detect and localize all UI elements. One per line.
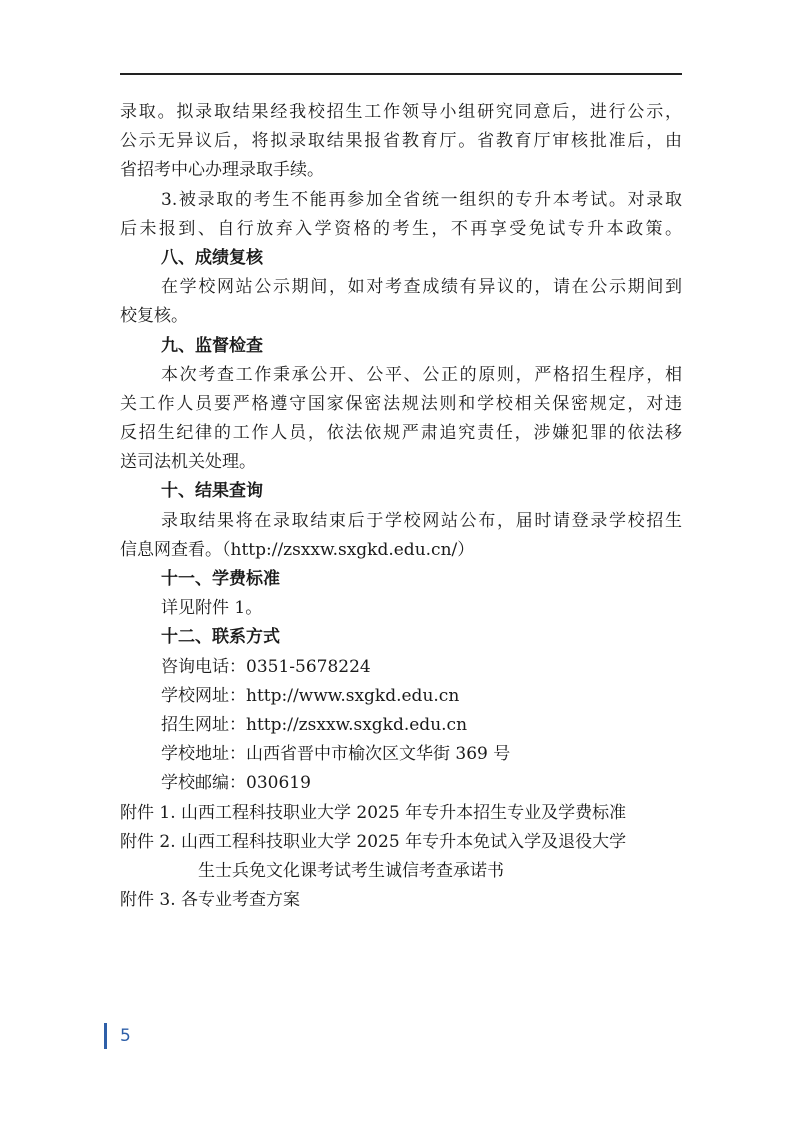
section-heading-supervision: 九、监督检查 (161, 335, 263, 356)
contact-phone: 咨询电话：0351-5678224 (161, 656, 371, 677)
page-number: 5 (120, 1026, 131, 1046)
paragraph-line: 在学校网站公示期间，如对考查成绩有异议的，请在公示期间到 (161, 277, 682, 298)
header-rule (120, 73, 682, 75)
paragraph-line: 公示无异议后，将拟录取结果报省教育厅。省教育厅审核批准后，由 (120, 131, 682, 152)
contact-address: 学校地址：山西省晋中市榆次区文华街 369 号 (161, 744, 511, 765)
contact-postcode: 学校邮编：030619 (161, 773, 311, 794)
paragraph-line: 详见附件 1。 (161, 598, 263, 619)
paragraph-line: 校复核。 (120, 306, 188, 327)
paragraph-line: 反招生纪律的工作人员，依法依规严肃追究责任，涉嫌犯罪的依法移 (120, 423, 682, 444)
section-heading-results-query: 十、结果查询 (161, 481, 263, 502)
section-heading-contact: 十二、联系方式 (161, 627, 280, 648)
attachment-3: 附件 3. 各专业考查方案 (120, 890, 301, 911)
page-number-accent-bar (104, 1023, 107, 1049)
paragraph-line: 信息网查看。（http://zsxxw.sxgkd.edu.cn/） (120, 539, 475, 560)
document-body (120, 98, 682, 915)
contact-school-website: 学校网址：http://www.sxgkd.edu.cn (161, 685, 460, 706)
paragraph-line: 关工作人员要严格遵守国家保密法规法则和学校相关保密规定，对违 (120, 393, 682, 414)
paragraph-line: 录取结果将在录取结束后于学校网站公布，届时请登录学校招生 (161, 510, 682, 531)
paragraph-line: 省招考中心办理录取手续。 (120, 160, 324, 181)
attachment-2-continued: 生士兵免文化课考试考生诚信考查承诺书 (198, 860, 504, 881)
contact-admissions-website: 招生网址：http://zsxxw.sxgkd.edu.cn (161, 714, 468, 735)
paragraph-line: 3.被录取的考生不能再参加全省统一组织的专升本考试。对录取 (161, 189, 682, 210)
section-heading-tuition: 十一、学费标准 (161, 569, 280, 589)
paragraph-line: 后未报到、自行放弃入学资格的考生，不再享受免试专升本政策。 (120, 218, 682, 239)
attachment-2: 附件 2. 山西工程科技职业大学 2025 年专升本免试入学及退役大学 (120, 831, 627, 852)
paragraph-line: 录取。拟录取结果经我校招生工作领导小组研究同意后，进行公示， (120, 102, 682, 122)
paragraph-line: 送司法机关处理。 (120, 452, 256, 473)
section-heading-score-review: 八、成绩复核 (161, 247, 263, 268)
attachment-1: 附件 1. 山西工程科技职业大学 2025 年专升本招生专业及学费标准 (120, 802, 627, 823)
paragraph-line: 本次考查工作秉承公开、公平、公正的原则，严格招生程序，相 (161, 364, 682, 385)
